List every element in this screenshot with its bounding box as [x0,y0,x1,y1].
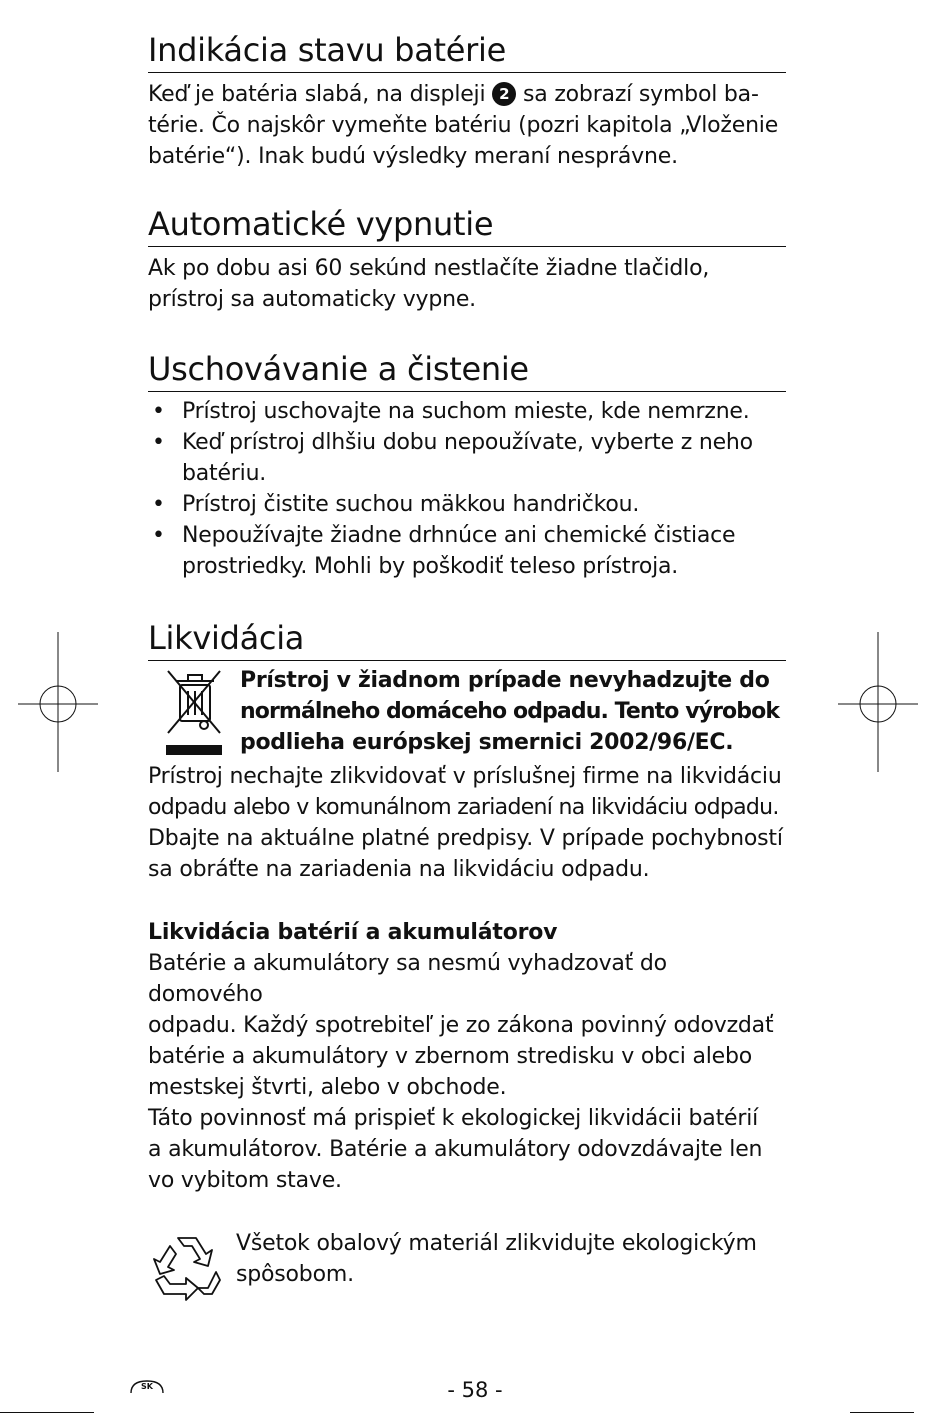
paragraph-battery-indicator [148,79,786,172]
storage-bullet-list [148,396,786,582]
text-fragment: sa zobrazí symbol ba- [516,82,759,107]
list-item [148,520,786,582]
text-line: odpadu alebo v komunálnom zariadení na likvidáciu odpadu. [148,795,779,820]
text-line: batériu. [182,461,267,486]
trim-line-left [0,1412,94,1413]
text-line: Prístroj v žiadnom prípade nevyhadzujte do [240,668,770,693]
section-disposal [148,618,786,1308]
heading-disposal: Likvidácia [148,618,786,661]
text-line: Prístroj uschovajte na suchom mieste, kde nemrzne. [182,399,750,424]
language-code: SK [141,1382,153,1391]
weee-warning-text [240,665,786,758]
section-auto-off [148,204,786,315]
recycle-arrows-icon [150,1232,224,1304]
text-line: Táto povinnosť má prispieť k ekologickej likvidácii batérií [148,1106,759,1131]
paragraph-battery-disposal [148,948,786,1196]
heading-auto-off: Automatické vypnutie [148,204,786,247]
paragraph-auto-off [148,253,786,315]
text-line: Dbajte na aktuálne platné predpisy. V prípade pochybností [148,826,783,851]
list-item [148,489,786,520]
registration-crosshair-icon [18,632,98,772]
text-line: Batérie a akumulátory sa nesmú vyhadzovať do domového [148,951,667,1007]
text-line: Ak po dobu asi 60 sekúnd nestlačíte žiadne tlačidlo, [148,256,710,281]
text-line: Keď prístroj dlhšiu dobu nepoužívate, vyberte z neho [182,430,753,455]
text-line: sa obráťte na zariadenia na likvidáciu odpadu. [148,857,650,882]
registration-crosshair-icon [838,632,918,772]
text-line: podlieha európskej smernici 2002/96/EC. [240,730,734,755]
text-line: Všetok obalový materiál zlikvidujte ekologickým [236,1231,757,1256]
subheading-battery-disposal: Likvidácia batérií a akumulátorov [148,920,558,945]
page-number: - 58 - [447,1378,503,1402]
list-item [148,427,786,489]
heading-battery-indicator: Indikácia stavu batérie [148,30,786,73]
trim-line-right [850,1412,914,1413]
weee-warning-block [148,665,786,761]
section-storage [148,349,786,582]
heading-storage: Uschovávanie a čistenie [148,349,786,392]
text-line: prístroj sa automaticky vypne. [148,287,476,312]
text-line: normálneho domáceho odpadu. Tento výrobok [240,699,780,724]
recycle-text [236,1228,786,1290]
section-battery-indicator [148,30,786,172]
text-line: térie. Čo najskôr vymeňte batériu (pozri kapitola „Vloženie [148,113,779,138]
paragraph-disposal [148,761,786,885]
text-line: batérie a akumulátory v zbernom stredisku v obci alebo [148,1044,753,1069]
text-fragment: Keď je batéria slabá, na displeji [148,82,493,107]
text-line: Nepoužívajte žiadne drhnúce ani chemické čistiace [182,523,736,548]
crossed-out-wheelie-bin-icon [158,667,230,759]
list-item [148,396,786,427]
text-line: spôsobom. [236,1262,354,1287]
text-line: prostriedky. Mohli by poškodiť teleso prístroja. [182,554,679,579]
text-line: Prístroj nechajte zlikvidovať v príslušnej firme na likvidáciu [148,764,782,789]
text-line: Prístroj čistite suchou mäkkou handričkou. [182,492,640,517]
display-number-badge: 2 [492,82,516,106]
text-line: a akumulátorov. Batérie a akumulátory odovzdávajte len [148,1137,763,1162]
text-line: odpadu. Každý spotrebiteľ je zo zákona povinný odovzdať [148,1013,774,1038]
text-line: batérie“). Inak budú výsledky meraní nesprávne. [148,144,678,169]
text-line: vo vybitom stave. [148,1168,342,1193]
recycle-block [148,1228,786,1308]
text-line: mestskej štvrti, alebo v obchode. [148,1075,507,1100]
